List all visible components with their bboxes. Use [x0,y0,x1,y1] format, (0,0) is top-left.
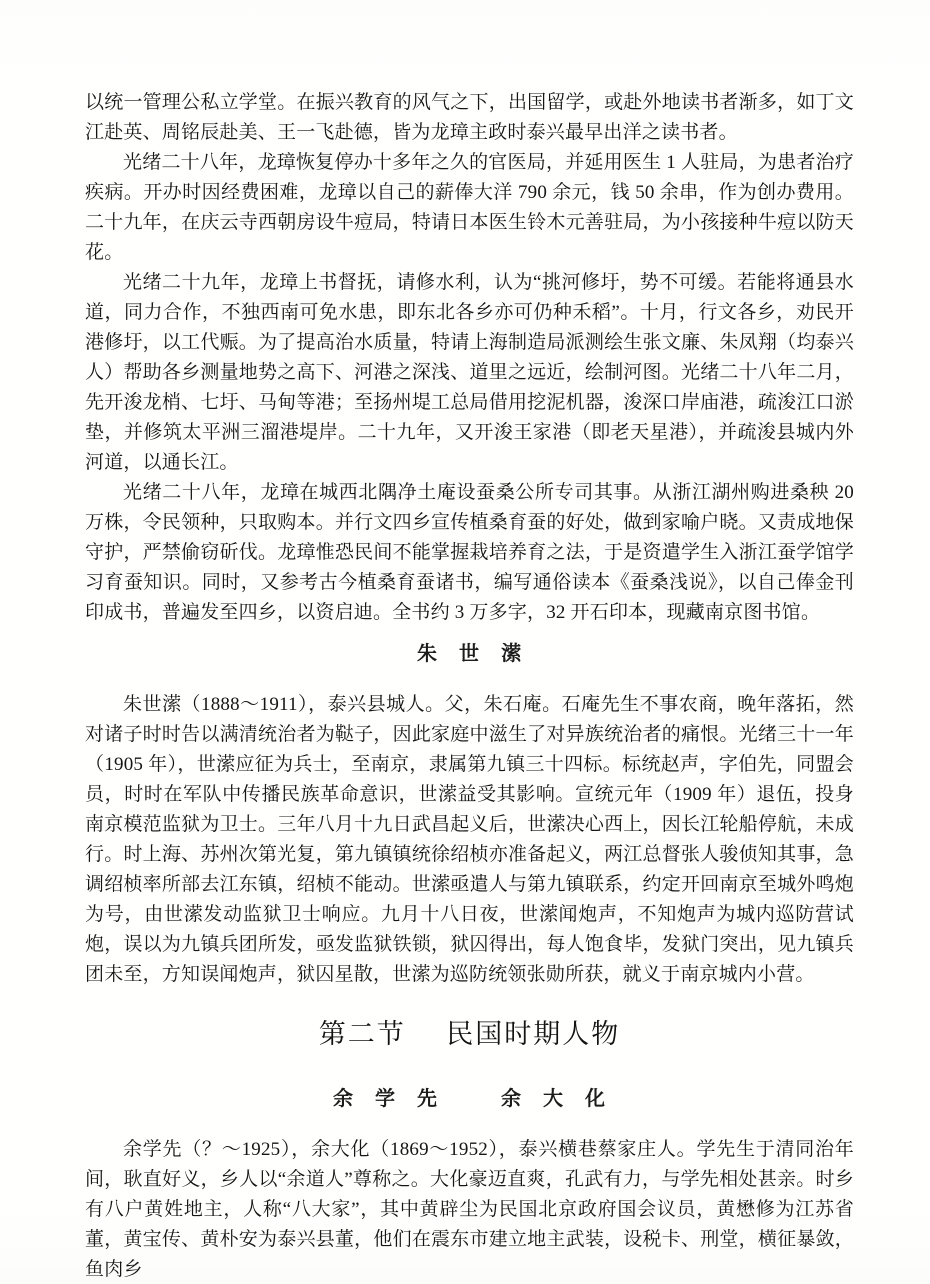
heading-yu-xuexian-yu-dahua: 余 学 先 余 大 化 [333,1088,606,1110]
section-title: 民国时期人物 [446,1019,621,1049]
paragraph-school-continuation: 以统一管理公私立学堂。在振兴教育的风气之下，出国留学，或赴外地读书者渐多，如丁文江赴英、周铭辰赴美、王一飞赴德，皆为龙璋主政时泰兴最早出洋之读书者。 [85,92,854,143]
paragraph-yu-xuexian-biography: 余学先（？～1925），余大化（1869～1952），泰兴横巷蔡家庄人。学先生于清同治年间，耿直好义，乡人以“余道人”尊称之。大化豪迈直爽，孔武有力，与学先相处甚亲。时乡有八户黄姓地主，人称“八大家”，其中黄辟尘为民国北京政府国会议员，黄懋修为江苏省董，黄宝传、黄朴安为泰兴县董，他们在震东市建立地主武装，设税卡、刑堂，横征暴敛，鱼肉乡 [85,1139,854,1280]
heading-section-2 [85,1017,854,1051]
section-number: 第二节 [318,1019,406,1049]
paragraph-water-conservancy: 光绪二十九年，龙璋上书督抚，请修水利，认为“挑河修圩，势不可缓。若能将通县水道，同力合作，不独西南可免水患，即东北各乡亦可仍种禾稻”。十月，行文各乡，劝民开港修圩，以工代赈。为了提高治水质量，特请上海制造局派测绘生张文廉、朱凤翔（均泰兴人）帮助各乡测量地势之高下、河港之深浅、道里之远近，绘制河图。光绪二十八年二月，先开浚龙梢、七圩、马甸等港；至扬州堤工总局借用挖泥机器，浚深口岸庙港，疏浚江口淤垫，并修筑太平洲三溜港堤岸。二十九年，又开浚王家港（即老天星港），并疏浚县城内外河道，以通长江。 [85,272,854,473]
paragraph-zhu-shiying-biography: 朱世潆（1888～1911），泰兴县城人。父，朱石庵。石庵先生不事农商，晚年落拓，然对诸子时时告以满清统治者为鞑子，因此家庭中滋生了对异族统治者的痛恨。光绪三十一年（1905 年），世潆应征为兵士，至南京，隶属第九镇三十四标。标统赵声，字伯先，同盟会员，时时在军队中传播民族革命意识，世潆益受其影响。宣统元年（1909 年）退伍，投身南京模范监狱为卫士。三年八月十九日武昌起义后，世潆决心西上，因长江轮船停航，未成行。时上海、苏州次第光复，第九镇镇统徐绍桢亦准备起义，两江总督张人骏侦知其事，急调绍桢率所部去江东镇，绍桢不能动。世潆亟遣人与第九镇联系，约定开回南京至城外鸣炮为号，由世潆发动监狱卫士响应。九月十八日夜，世潆闻炮声，不知炮声为城内巡防营试炮，误以为九镇兵团所发，亟发监狱铁锁，狱囚得出，每人饱食毕，发狱门突出，见九镇兵团未至，方知误闻炮声，狱囚星散，世潆为巡防统领张勋所获，就义于南京城内小营。 [85,694,854,985]
paragraph-medical-bureau: 光绪二十八年，龙璋恢复停办十多年之久的官医局，并延用医生 1 人驻局，为患者治疗疾病。开办时因经费困难，龙璋以自己的薪俸大洋 790 余元，钱 50 余串，作为创办费用。二十九年，在庆云寺西朝房设牛痘局，特请日本医生铃木元善驻局，为小孩接种牛痘以防天花。 [85,152,854,263]
heading-zhu-shiying: 朱 世 潆 [417,643,522,665]
paragraph-sericulture: 光绪二十八年，龙璋在城西北隅净土庵设蚕桑公所专司其事。从浙江湖州购进桑秧 20 万株，令民领种，只取购本。并行文四乡宣传植桑育蚕的好处，做到家喻户晓。又责成地保守护，严禁偷窃斫伐。龙璋惟恐民间不能掌握栽培养育之法，于是资遣学生入浙江蚕学馆学习育蚕知识。同时，又参考古今植桑育蚕诸书，编写通俗读本《蚕桑浅说》，以自己俸金刊印成书，普遍发至四乡，以资启迪。全书约 3 万多字，32 开石印本，现藏南京图书馆。 [85,482,854,623]
